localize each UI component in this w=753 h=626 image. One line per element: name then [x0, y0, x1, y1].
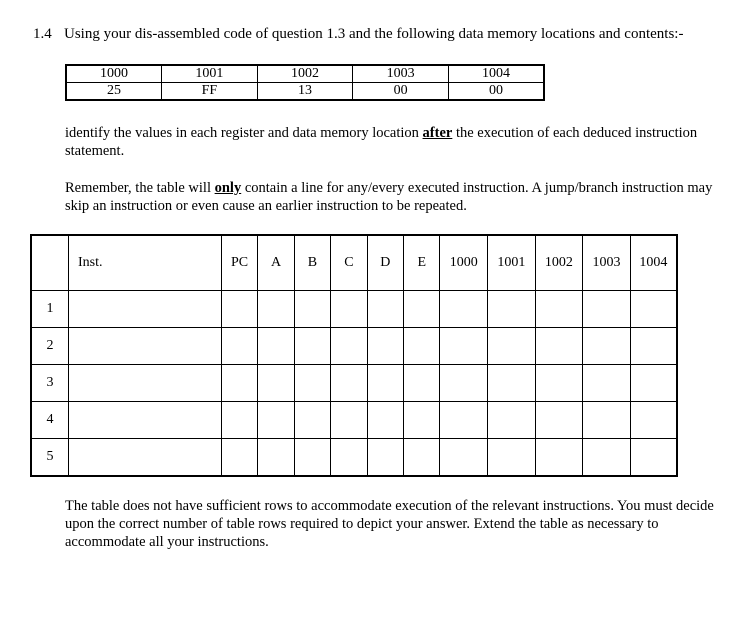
empty-cell	[221, 402, 257, 439]
table-row	[31, 328, 677, 365]
empty-cell	[630, 365, 677, 402]
empty-cell	[294, 365, 330, 402]
header-cell-inst: Inst.	[68, 235, 221, 291]
table-row	[31, 439, 677, 477]
empty-cell	[583, 439, 631, 477]
empty-cell	[331, 365, 367, 402]
memory-content-cell: FF	[162, 83, 258, 101]
question-heading	[33, 26, 683, 43]
empty-cell	[68, 328, 221, 365]
memory-address-cell: 1000	[66, 65, 162, 83]
empty-cell	[630, 439, 677, 477]
reminder-text-start: Remember, the table will	[65, 180, 215, 196]
memory-address-cell: 1003	[353, 65, 449, 83]
row-number: 2	[31, 328, 68, 365]
emphasis-after: after	[422, 125, 453, 141]
table-row	[31, 365, 677, 402]
empty-cell	[630, 328, 677, 365]
empty-cell	[440, 328, 488, 365]
header-cell-e: E	[404, 235, 440, 291]
emphasis-only: only	[214, 180, 242, 196]
row-number: 3	[31, 365, 68, 402]
execution-table	[30, 234, 678, 477]
empty-cell	[440, 365, 488, 402]
memory-address-cell: 1002	[257, 65, 353, 83]
table-row	[31, 291, 677, 328]
header-cell-1002: 1002	[535, 235, 583, 291]
empty-cell	[488, 365, 536, 402]
empty-cell	[68, 402, 221, 439]
empty-cell	[440, 402, 488, 439]
memory-content-row	[66, 83, 544, 101]
empty-cell	[535, 365, 583, 402]
empty-cell	[583, 365, 631, 402]
empty-cell	[331, 439, 367, 477]
reminder-paragraph	[65, 179, 715, 215]
empty-cell	[294, 402, 330, 439]
empty-cell	[488, 439, 536, 477]
header-cell-a: A	[258, 235, 294, 291]
empty-cell	[404, 439, 440, 477]
empty-cell	[404, 402, 440, 439]
row-number: 5	[31, 439, 68, 477]
row-number: 1	[31, 291, 68, 328]
empty-cell	[583, 328, 631, 365]
empty-cell	[331, 402, 367, 439]
memory-address-cell: 1004	[448, 65, 544, 83]
table-row	[31, 402, 677, 439]
question-text: Using your dis-assembled code of question 1.3 and the following data memory locations and contents:-	[64, 26, 684, 42]
memory-content-cell: 00	[353, 83, 449, 101]
empty-cell	[294, 439, 330, 477]
memory-content-cell: 25	[66, 83, 162, 101]
empty-cell	[367, 328, 403, 365]
empty-cell	[583, 402, 631, 439]
empty-cell	[367, 439, 403, 477]
empty-cell	[294, 291, 330, 328]
header-cell-pc: PC	[221, 235, 257, 291]
empty-cell	[535, 328, 583, 365]
empty-cell	[258, 328, 294, 365]
empty-cell	[367, 365, 403, 402]
empty-cell	[258, 291, 294, 328]
empty-cell	[221, 439, 257, 477]
header-cell-d: D	[367, 235, 403, 291]
empty-cell	[488, 291, 536, 328]
empty-cell	[404, 365, 440, 402]
empty-cell	[68, 291, 221, 328]
empty-cell	[440, 439, 488, 477]
empty-cell	[221, 291, 257, 328]
memory-table	[65, 64, 545, 101]
header-cell-1000: 1000	[440, 235, 488, 291]
empty-cell	[331, 291, 367, 328]
empty-cell	[367, 402, 403, 439]
empty-cell	[221, 328, 257, 365]
empty-cell	[404, 291, 440, 328]
empty-cell	[535, 291, 583, 328]
memory-content-cell: 00	[448, 83, 544, 101]
empty-cell	[331, 328, 367, 365]
empty-cell	[535, 402, 583, 439]
empty-cell	[258, 439, 294, 477]
empty-cell	[367, 291, 403, 328]
note-paragraph: The table does not have sufficient rows to accommodate execution of the relevant instructions. You must decide upon the correct number of table rows required to depict your answer. Extend the table as necessary to accommodate all your instructions.	[65, 498, 714, 550]
reminder-text-end: contain a line for any/every executed instruction. A jump/branch instruction may skip an instruction or even cause an earlier instruction to be repeated.	[65, 180, 713, 214]
question-number: 1.4	[33, 26, 52, 42]
empty-cell	[630, 402, 677, 439]
header-cell-1003: 1003	[583, 235, 631, 291]
empty-cell	[68, 439, 221, 477]
empty-cell	[221, 365, 257, 402]
header-cell-c: C	[331, 235, 367, 291]
instruction-paragraph	[65, 124, 715, 160]
memory-address-cell: 1001	[162, 65, 258, 83]
row-number: 4	[31, 402, 68, 439]
empty-cell	[535, 439, 583, 477]
memory-address-row	[66, 65, 544, 83]
empty-cell	[258, 365, 294, 402]
empty-cell	[488, 402, 536, 439]
instruction-text-start: identify the values in each register and data memory location	[65, 125, 423, 141]
header-cell-rownum	[31, 235, 68, 291]
empty-cell	[68, 365, 221, 402]
empty-cell	[630, 291, 677, 328]
header-cell-1001: 1001	[488, 235, 536, 291]
execution-header-row	[31, 235, 677, 291]
empty-cell	[404, 328, 440, 365]
instruction-text-end: the execution of each deduced instruction statement.	[65, 125, 698, 159]
empty-cell	[294, 328, 330, 365]
empty-cell	[488, 328, 536, 365]
empty-cell	[583, 291, 631, 328]
memory-content-cell: 13	[257, 83, 353, 101]
empty-cell	[440, 291, 488, 328]
header-cell-b: B	[294, 235, 330, 291]
empty-cell	[258, 402, 294, 439]
header-cell-1004: 1004	[630, 235, 677, 291]
